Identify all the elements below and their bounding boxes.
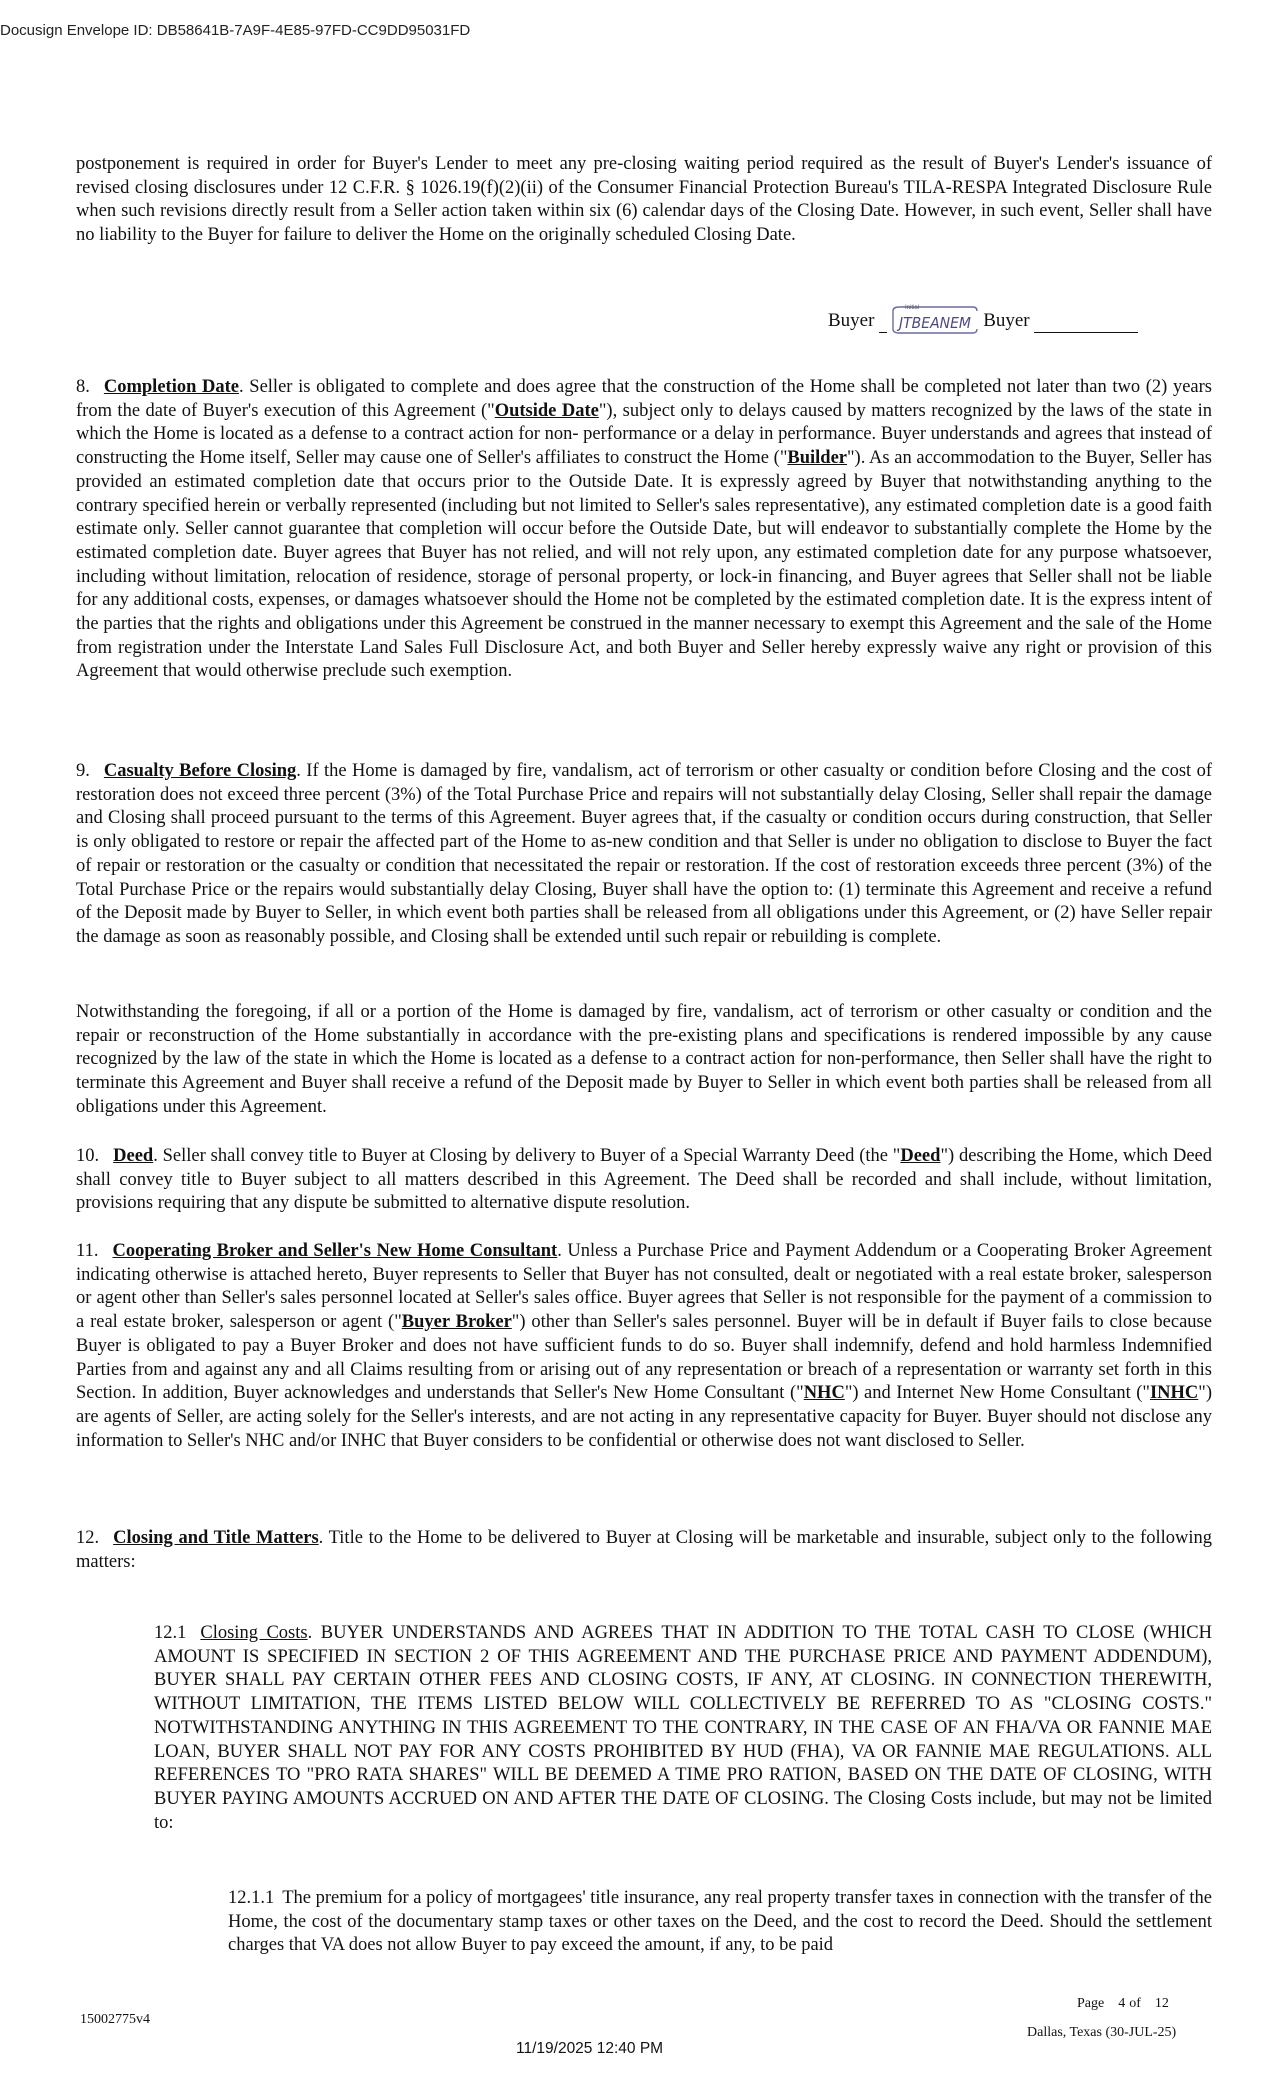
section-11-heading: Cooperating Broker and Seller's New Home Consultant [112,1241,558,1261]
section-11-cooperating-broker: 11. Cooperating Broker and Seller's New Home Consultant. Unless a Purchase Price and Payment Addendum or a Cooperating Broker Agreement indicating otherwise is attached hereto, Buyer represents to Seller that Buyer has not consulted, dealt or negotiated with a real estate broker, salesperson or agent other than Seller's sales personnel located at Seller's sales office. Buyer agrees that Seller is not responsible for the payment of a commission to a real estate broker, salesperson or agent ("Buyer Broker") other than Seller's sales personnel. Buyer will be in default if Buyer fails to close because Buyer is obligated to pay a Buyer Broker and does not have sufficient funds to do so. Buyer shall indemnify, defend and hold harmless Indemnified Parties from and against any and all Claims resulting from or arising out of any representation or breach of a representation or warranty set forth in this Section. In addition, Buyer acknowledges and understands that Seller's New Home Consultant ("NHC") and Internet New Home Consultant ("INHC") are agents of Seller, are acting solely for the Seller's interests, and are not acting in any representative capacity for Buyer. Buyer should not disclose any information to Seller's NHC and/or INHC that Buyer considers to be confidential or otherwise does not want disclosed to Seller. [76,1241,1212,1451]
term-outside-date: Outside Date [494,400,599,421]
term-nhc: NHC [803,1383,845,1404]
section-8-completion-date: 8. Completion Date. Seller is obligated to complete and does agree that the construction of the Home shall be completed not later than two (2) years from the date of Buyer's execution of this Agreement ("Outside Date"), subject only to delays caused by matters recognized by the laws of the state in which the Home is located as a defense to a contract action for non- performance or a delay in performance. Buyer understands and agrees that instead of constructing the Home itself, Seller may cause one of Seller's affiliates to construct the Home ("Builder"). As an accommodation to the Buyer, Seller has provided an estimated completion date that occurs prior to the Outside Date. It is expressly agreed by Buyer that notwithstanding anything to the contrary specified herein or verbally represented (including but not limited to Seller's sales representative), any estimated completion date is a good faith estimate only. Seller cannot guarantee that completion will occur before the Outside Date, but will endeavor to substantially complete the Home by the estimated completion date. Buyer agrees that Buyer has not relied, and will not rely upon, any estimated completion date for any purpose whatsoever, including without limitation, relocation of residence, storage of personal property, or lock-in financing, and Buyer agrees that Seller shall not be liable for any additional costs, expenses, or damages whatsoever should the Home not be completed by the estimated completion date. It is the express intent of the parties that the rights and obligations under this Agreement be construed in the manner necessary to exempt this Agreement and the sale of the Home from registration under the Interstate Land Sales Full Disclosure Act, and both Buyer and Seller hereby expressly waive any right or provision of this Agreement that would otherwise preclude such exemption. [76,377,1213,682]
section-12-heading: Closing and Title Matters [113,1528,319,1548]
footer-location: Dallas, Texas (30-JUL-25) [1027,2025,1177,2040]
term-buyer-broker: Buyer Broker [401,1312,512,1333]
section-10-deed: 10. Deed. Seller shall convey title to Buyer at Closing by delivery to Buyer of a Special Warranty Deed (the "Deed") describing the Home, which Deed shall convey title to Buyer subject to all matters described in this Agreement. The Deed shall be recorded and shall include, without limitation, provisions requiring that any dispute be submitted to alternative dispute resolution. [76,1146,1212,1214]
section-9-paragraph-2: Notwithstanding the foregoing, if all or a portion of the Home is damaged by fire, vandalism, act of terrorism or other casualty or condition and the repair or reconstruction of the Home substantially in accordance with the pre-existing plans and specifications is rendered impossible by any cause recognized by the law of the state in which the Home is located as a defense to a contract action for non-performance, then Seller shall have the right to terminate this Agreement and Buyer shall receive a refund of the Deposit made by Buyer to Seller in which event both parties shall be released from all obligations under this Agreement. [76,1002,1212,1117]
section-9-heading: Casualty Before Closing [103,761,297,781]
intro-paragraph: postponement is required in order for Buyer's Lender to meet any pre-closing waiting period required as the result of Buyer's Lender's issuance of revised closing disclosures under 12 C.F.R. § 1026.19(f)(2)(ii) of the Consumer Financial Protection Bureau's TILA-RESPA Integrated Disclosure Rule when such revisions directly result from a Seller action taken within six (6) calendar days of the Closing Date. However, in such event, Seller shall have no liability to the Buyer for failure to deliver the Home on the originally scheduled Closing Date. [76,154,1212,246]
initial-signature-icon [891,303,979,337]
buyer-initials-line [828,305,1138,333]
buyer-label-1: Buyer [828,310,875,331]
section-12-1-heading: Closing Costs [200,1623,308,1643]
section-8-heading: Completion Date [103,377,240,397]
term-deed: Deed [900,1146,941,1166]
page-indicator: Page 4 of 12 [1077,1996,1169,2011]
signing-timestamp: 11/19/2025 12:40 PM [516,2040,664,2057]
section-12-closing-title: 12. Closing and Title Matters. Title to the Home to be delivered to Buyer at Closing will be marketable and insurable, subject only to the following matters: [76,1528,1213,1572]
initial-signature-box[interactable] [891,305,979,333]
section-12-1-1: 12.1.1 The premium for a policy of mortgagees' title insurance, any real property transfer taxes in connection with the transfer of the Home, the cost of the documentary stamp taxes or other taxes on the Deed, and the cost to record the Deed. Should the settlement charges that VA does not allow Buyer to pay exceed the amount, if any, to be paid [228,1888,1212,1956]
doc-code: 15002775v4 [80,2012,150,2027]
buyer-2-initial-blank[interactable] [1034,332,1138,333]
term-builder: Builder [787,448,847,469]
buyer-label-2: Buyer [983,310,1030,331]
section-10-heading: Deed [113,1146,154,1166]
initial-signature-text: JTBEANEM [896,314,972,332]
section-9-casualty: 9. Casualty Before Closing. If the Home is damaged by fire, vandalism, act of terrorism or other casualty or condition before Closing and the cost of restoration does not exceed three percent (3%) of the Total Purchase Price and repairs will not substantially delay Closing, Seller shall repair the damage and Closing shall proceed pursuant to the terms of this Agreement. Buyer agrees that, if the casualty or condition occurs during construction, that Seller is only obligated to restore or repair the affected part of the Home to as-new condition and that Seller is under no obligation to disclose to Buyer the fact of repair or restoration or the casualty or condition that necessitated the repair or restoration. If the cost of restoration exceeds three percent (3%) of the Total Purchase Price or the repairs would substantially delay Closing, Buyer shall have the option to: (1) terminate this Agreement and receive a refund of the Deposit made by Buyer to Seller, in which event both parties shall be released from all obligations under this Agreement, or (2) have Seller repair the damage as soon as reasonably possible, and Closing shall be extended until such repair or rebuilding is complete. [76,761,1212,947]
initial-box-label: Initial [905,305,920,311]
envelope-id: Docusign Envelope ID: DB58641B-7A9F-4E85-97FD-CC9DD95031FD [0,22,471,39]
section-12-1-closing-costs: 12.1 Closing Costs. BUYER UNDERSTANDS AND AGREES THAT IN ADDITION TO THE TOTAL CASH TO CLOSE (WHICH AMOUNT IS SPECIFIED IN SECTION 2 OF THIS AGREEMENT AND THE PURCHASE PRICE AND PAYMENT ADDENDUM), BUYER SHALL PAY CERTAIN OTHER FEES AND CLOSING COSTS, IF ANY, AT CLOSING. IN CONNECTION THEREWITH, WITHOUT LIMITATION, THE ITEMS LISTED BELOW WILL COLLECTIVELY BE REFERRED TO AS "CLOSING COSTS." NOTWITHSTANDING ANYTHING IN THIS AGREEMENT TO THE CONTRARY, IN THE CASE OF AN FHA/VA OR FANNIE MAE LOAN, BUYER SHALL NOT PAY FOR ANY COSTS PROHIBITED BY HUD (FHA), VA OR FANNIE MAE REGULATIONS. ALL REFERENCES TO "PRO RATA SHARES" WILL BE DEEMED A TIME PRO RATION, BASED ON THE DATE OF CLOSING, WITH BUYER PAYING AMOUNTS ACCRUED ON AND AFTER THE DATE OF CLOSING. The Closing Costs include, but may not be limited to: [154,1623,1212,1833]
term-inhc: INHC [1149,1383,1199,1404]
